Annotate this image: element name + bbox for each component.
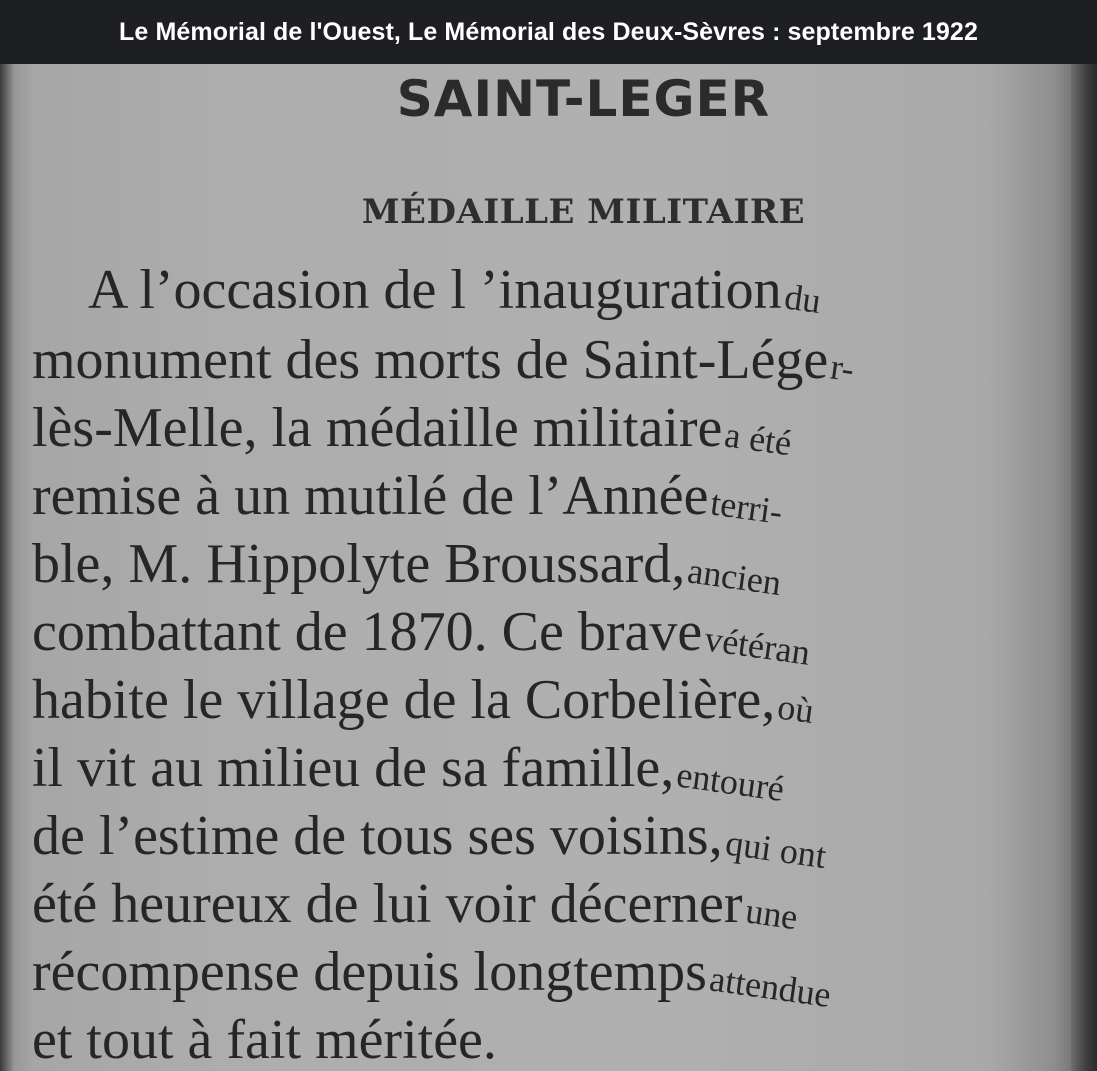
article-subheading: MÉDAILLE MILITAIRE [361,192,806,232]
article-line: monument des morts de Saint-Léger- [32,329,858,391]
article-line: ble, M. Hippolyte Broussard,ancien [32,533,785,604]
article-line: A l’occasion de l ’inaugurationdu [88,259,823,322]
article-line: récompense depuis longtempsattendue [32,941,834,1015]
article-line: été heureux de lui voir décernerune [32,873,800,938]
article-line: et tout à fait méritée. [32,1009,497,1071]
article-line: remise à un mutilé de l’Annéeterri- [32,465,786,533]
article-line: de l’estime de tous ses voisins,qui ont [32,805,829,877]
image-caption: Le Mémorial de l'Ouest, Le Mémorial des Deux-Sèvres : septembre 1922 [0,0,1097,64]
article-line: il vit au milieu de sa famille,entouré [32,737,787,810]
newspaper-clipping [0,64,1097,1071]
article-heading: SAINT-LEGER [396,70,771,128]
article-line: lès-Melle, la médaille militairea été [32,397,795,464]
article-line: habite le village de la Corbelière,où [32,669,817,732]
article-line: combattant de 1870. Ce bravevétéran [32,601,813,673]
